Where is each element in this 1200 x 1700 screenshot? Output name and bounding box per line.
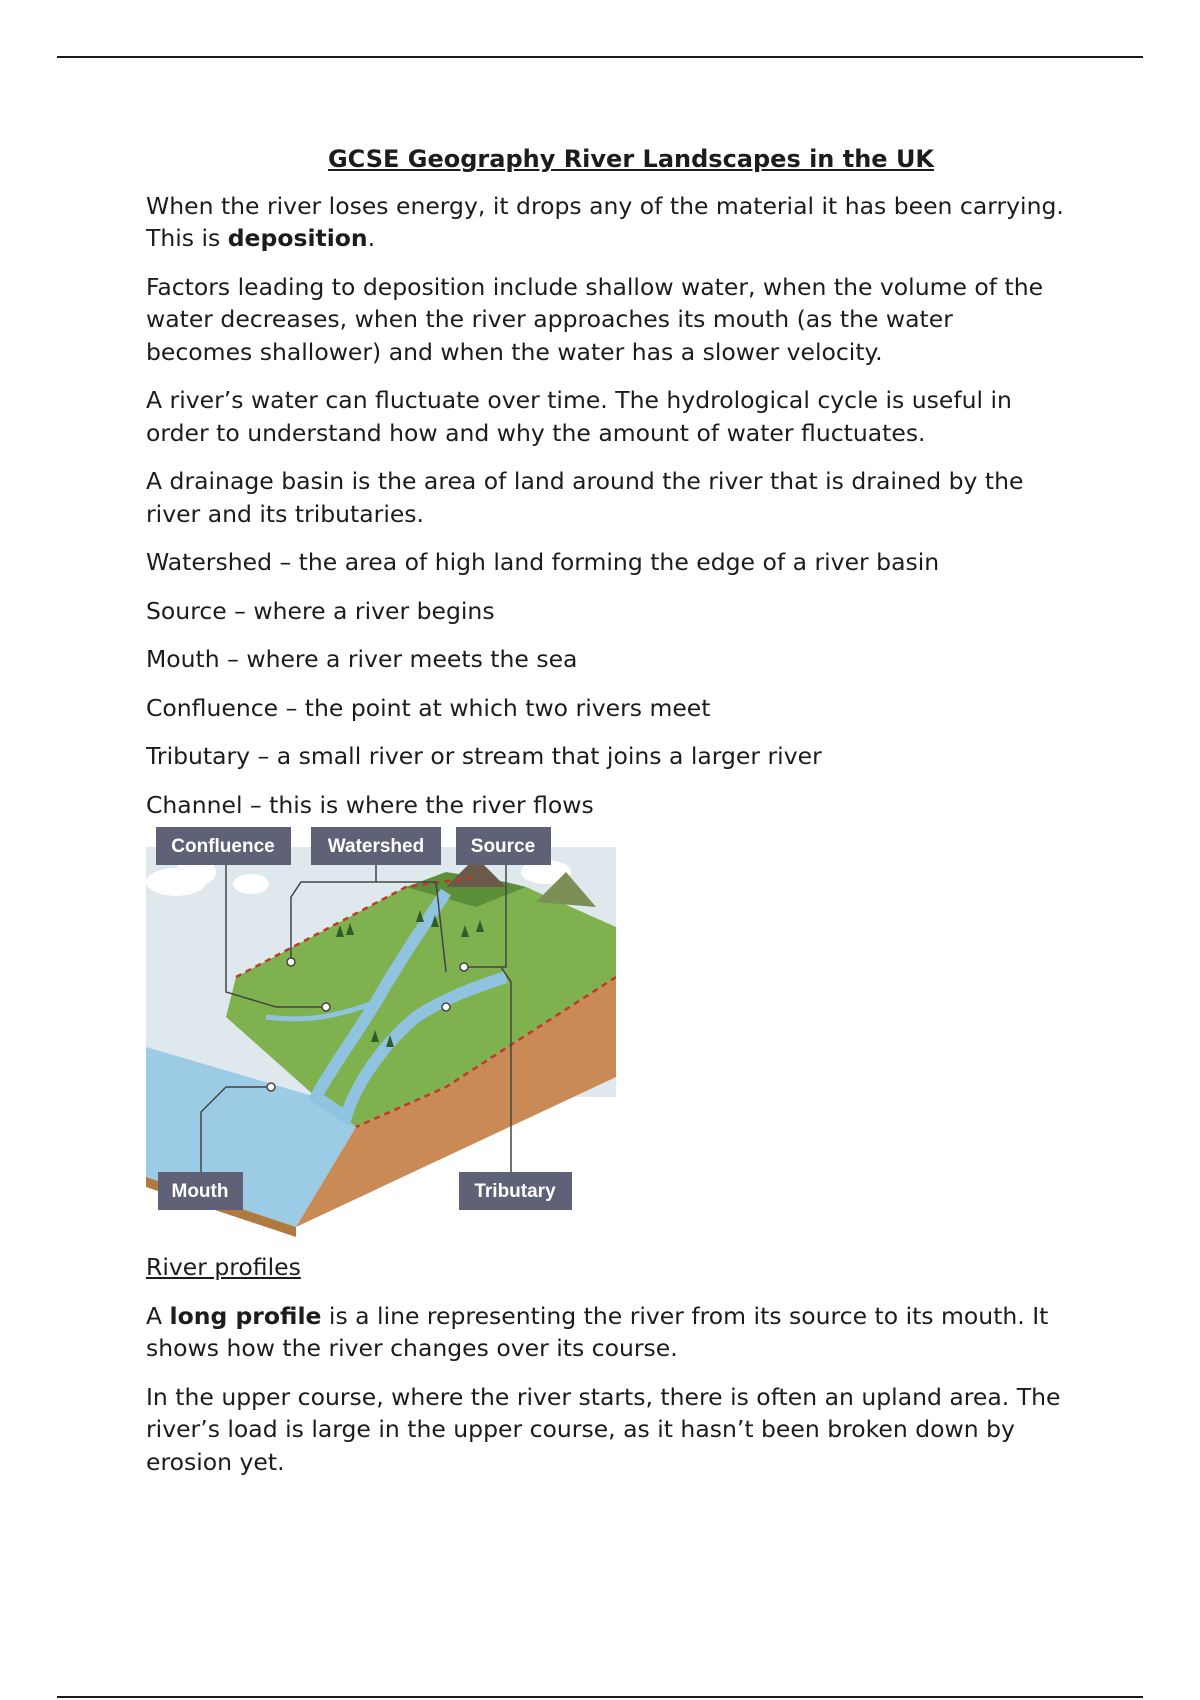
label-watershed bbox=[311, 827, 441, 865]
drainage-basin-illustration bbox=[146, 827, 616, 1237]
text-span: A bbox=[146, 1301, 170, 1330]
definition-source: Source – where a river begins bbox=[146, 596, 495, 625]
paragraph-long-profile bbox=[146, 1300, 1066, 1365]
section-heading-river-profiles: River profiles bbox=[146, 1253, 301, 1281]
definition-channel: Channel – this is where the river flows bbox=[146, 790, 594, 819]
definition-confluence: Confluence – the point at which two rivers meet bbox=[146, 693, 711, 722]
text-span: . bbox=[367, 224, 376, 252]
definition-watershed: Watershed – the area of high land forming the edge of a river basin bbox=[146, 548, 940, 576]
paragraph-water-fluctuation: A river’s water can fluctuate over time. The hydrological cycle is useful in order to understand how and why the amount of water fluctuates. bbox=[146, 386, 1012, 447]
document-body bbox=[146, 143, 1066, 1494]
definition-tributary: Tributary – a small river or stream that joins a larger river bbox=[146, 742, 822, 770]
label-confluence bbox=[156, 827, 291, 865]
text-span: is a line representing the river from its source to its mouth. It shows how the river changes over its course. bbox=[146, 1301, 1049, 1362]
label-mouth-text: Mouth bbox=[171, 1181, 229, 1202]
label-confluence-text: Confluence bbox=[171, 836, 275, 857]
label-tributary-text: Tributary bbox=[474, 1181, 556, 1202]
bold-term-deposition: deposition bbox=[227, 224, 368, 252]
paragraph-deposition-factors: Factors leading to deposition include shallow water, when the volume of the water decreases, when the river approaches its mouth (as the water becomes shallower) and when the water has a slower velocity. bbox=[146, 272, 1044, 366]
label-source-text: Source bbox=[470, 836, 536, 857]
bold-term-long-profile: long profile bbox=[169, 1301, 322, 1330]
paragraph-drainage-basin: A drainage basin is the area of land around the river that is drained by the river and its tributaries. bbox=[146, 467, 1024, 528]
label-watershed-text: Watershed bbox=[327, 836, 425, 857]
label-tributary bbox=[459, 1172, 572, 1210]
header-rule bbox=[57, 56, 1143, 58]
definition-mouth: Mouth – where a river meets the sea bbox=[146, 645, 578, 673]
drainage-basin-diagram bbox=[146, 827, 616, 1237]
document-title: GCSE Geography River Landscapes in the UK bbox=[327, 145, 935, 173]
footer-rule bbox=[57, 1696, 1143, 1698]
text-span: When the river loses energy, it drops any of the material it has been carrying. This is bbox=[146, 191, 1064, 252]
paragraph-deposition bbox=[146, 190, 1066, 255]
paragraph-upper-course: In the upper course, where the river starts, there is often an upland area. The river’s load is large in the upper course, as it hasn’t been broken down by erosion yet. bbox=[146, 1382, 1061, 1476]
label-source bbox=[456, 827, 551, 865]
label-mouth bbox=[158, 1172, 243, 1210]
